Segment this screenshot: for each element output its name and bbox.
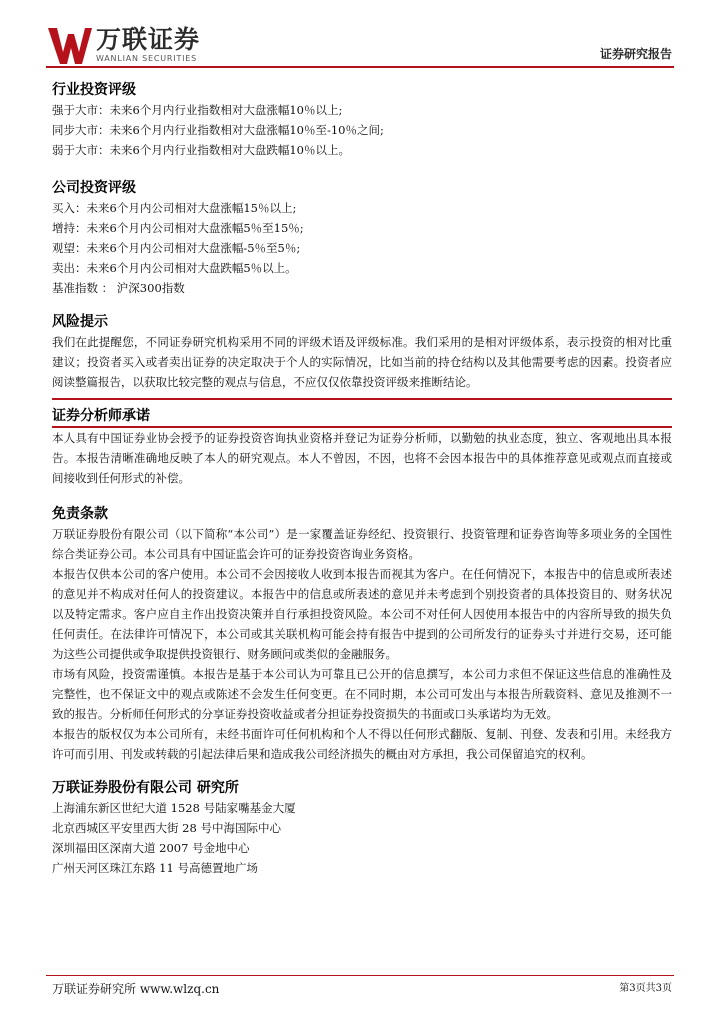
industry-rating-section: [52, 80, 672, 160]
disclaimer-paragraph: 本报告仅供本公司的客户使用。本公司不会因接收人收到本报告而视其为客户。在任何情况下，本报告中的信息或所表述的意见并不构成对任何人的投资建议。本报告中的信息或所表述的意见并未考虑到个别投资者的具体投资目的、财务状况以及特定需求。客户应自主作出投资决策并自行承担投资风险。本公司不对任何人因使用本报告中的内容所导致的损失负任何责任。在法律许可情况下，本公司或其关联机构可能会持有报告中提到的公司所发行的证券头寸并进行交易，还可能为这些公司提供或争取提供投资银行、财务顾问或类似的金融服务。: [52, 567, 672, 661]
company-rating-section: [52, 178, 672, 298]
analyst-section: [52, 406, 672, 488]
disclaimer-section: [52, 504, 672, 764]
logo-cn: 万联证券: [96, 25, 201, 54]
company-rating-title: 公司投资评级: [52, 180, 136, 196]
company-title: 万联证券股份有限公司 研究所: [52, 780, 239, 796]
office-address: 广州天河区珠江东路 11 号高德置地广场: [52, 861, 258, 875]
industry-rating-item: 同步大市：未来6个月内行业指数相对大盘涨幅10％至-10％之间;: [52, 123, 384, 137]
industry-rating-item: 弱于大市：未来6个月内行业指数相对大盘跌幅10％以上。: [52, 143, 350, 157]
disclaimer-paragraph: 万联证券股份有限公司（以下简称“本公司”）是一家覆盖证券经纪、投资银行、投资管理和证券咨询等多项业务的全国性综合类证券公司。本公司具有中国证监会许可的证券投资咨询业务资格。: [52, 527, 672, 561]
industry-rating-item: 强于大市：未来6个月内行业指数相对大盘涨幅10％以上;: [52, 103, 343, 117]
disclaimer-paragraph: 本报告的版权仅为本公司所有，未经书面许可任何机构和个人不得以任何形式翻版、复制、刊登、发表和引用。未经我方许可而引用、刊发或转载的引起法律后果和造成我公司经济损失的概由对方承担，我公司保留追究的权利。: [52, 727, 672, 761]
disclaimer-title: 免责条款: [52, 506, 108, 522]
office-address: 深圳福田区深南大道 2007 号金地中心: [52, 841, 250, 855]
section-divider: [52, 398, 672, 400]
page-number: 第3页共3页: [619, 983, 672, 994]
risk-text: 我们在此提醒您，不同证券研究机构采用不同的评级术语及评级标准。我们采用的是相对评级体系，表示投资的相对比重建议；投资者买入或者卖出证券的决定取决于个人的实际情况，比如当前的持仓结构以及其他需要考虑的因素。投资者应阅读整篇报告，以获取比较完整的观点与信息，不应仅仅依靠投资评级来推断结论。: [52, 335, 672, 389]
benchmark-index: 基准指数 ： 沪深300指数: [52, 281, 185, 295]
office-address: 北京西城区平安里西大街 28 号中海国际中心: [52, 821, 281, 835]
company-section: [52, 778, 672, 878]
logo-en: WANLIAN SECURITIES: [96, 54, 198, 63]
analyst-title: 证券分析师承诺: [52, 408, 150, 424]
footer-divider: [46, 975, 674, 976]
logo-text: [96, 26, 200, 64]
company-rating-item: 增持：未来6个月内公司相对大盘涨幅5％至15％;: [52, 221, 304, 235]
footer-website: 万联证券研究所 www.wlzq.cn: [52, 982, 220, 996]
company-rating-item: 买入：未来6个月内公司相对大盘涨幅15％以上;: [52, 201, 297, 215]
company-rating-item: 卖出：未来6个月内公司相对大盘跌幅5％以上。: [52, 261, 297, 275]
page-content: [52, 80, 672, 878]
risk-section: [52, 312, 672, 392]
header-divider: [46, 66, 674, 68]
report-type: 证券研究报告: [599, 47, 672, 61]
risk-title: 风险提示: [52, 314, 108, 330]
company-rating-item: 观望：未来6个月内公司相对大盘涨幅-5％至5％;: [52, 241, 301, 255]
page-header: [0, 0, 724, 70]
wanlian-logo-icon: [46, 26, 94, 66]
company-logo: [46, 26, 200, 66]
office-address: 上海浦东新区世纪大道 1528 号陆家嘴基金大厦: [52, 801, 296, 815]
disclaimer-paragraph: 市场有风险，投资需谨慎。本报告是基于本公司认为可靠且已公开的信息撰写，本公司力求但不保证这些信息的准确性及完整性，也不保证文中的观点或陈述不会发生任何变更。在不同时期，本公司可发出与本报告所载资料、意见及推测不一致的报告。分析师任何形式的分享证券投资收益或者分担证券投资损失的书面或口头承诺均为无效。: [52, 667, 672, 721]
industry-rating-title: 行业投资评级: [52, 82, 136, 98]
analyst-text: 本人具有中国证券业协会授予的证券投资咨询执业资格并登记为证券分析师，以勤勉的执业态度，独立、客观地出具本报告。本报告清晰准确地反映了本人的研究观点。本人不曾因，不因，也将不会因本报告中的具体推荐意见或观点而直接或间接收到任何形式的补偿。: [52, 431, 672, 485]
